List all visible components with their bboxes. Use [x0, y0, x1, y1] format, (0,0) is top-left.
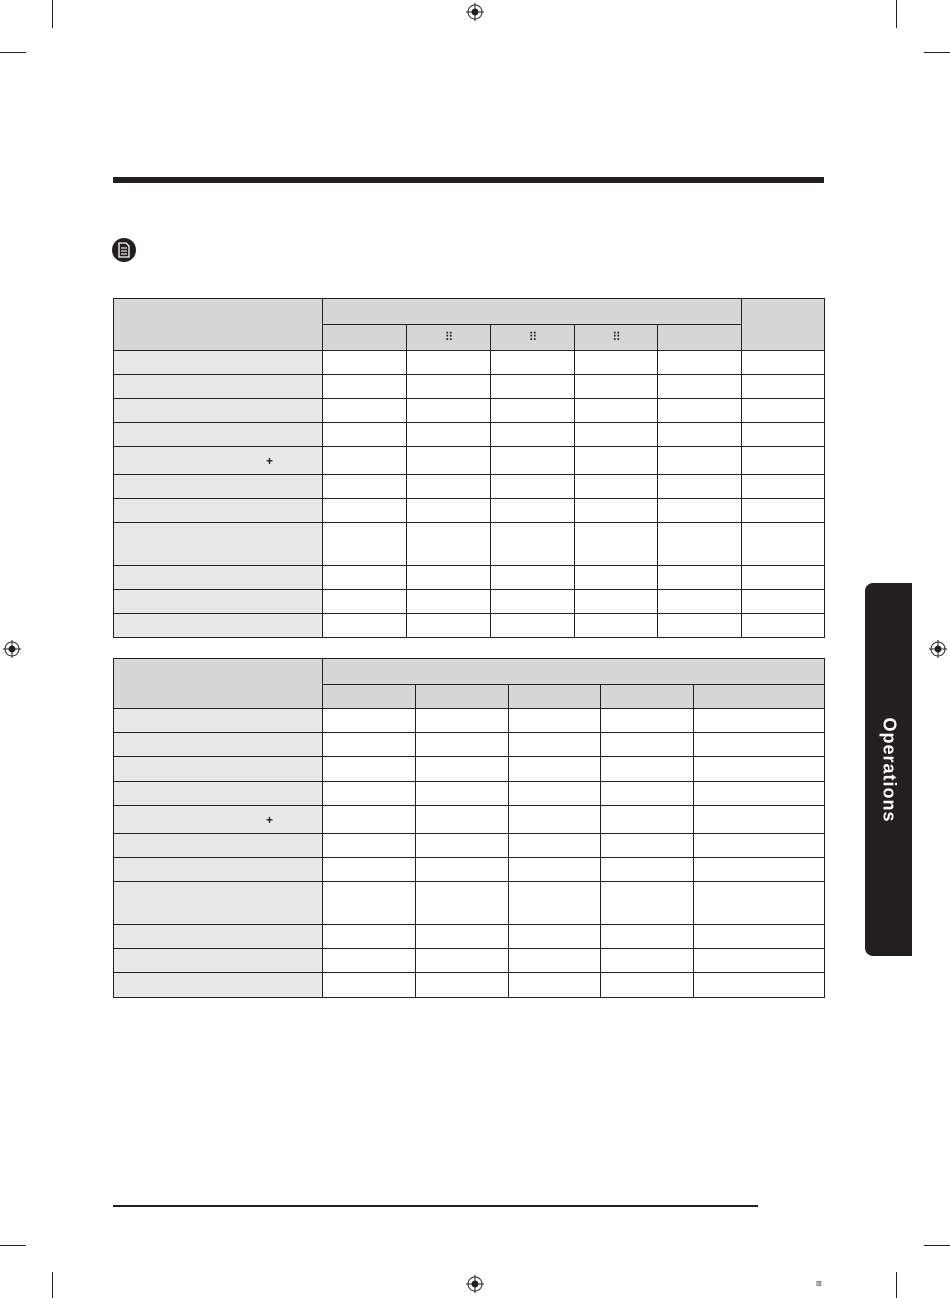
table-row — [114, 834, 825, 858]
table-cell — [323, 566, 407, 590]
table-cell — [601, 806, 694, 834]
table-cell — [491, 566, 575, 590]
table-cell — [742, 375, 825, 399]
table-cell — [416, 973, 509, 998]
table-row — [114, 499, 825, 523]
table-cell — [601, 709, 694, 733]
table-cell — [509, 925, 601, 949]
table-cell — [407, 399, 491, 423]
row-label-cell — [114, 523, 323, 566]
registration-mark-icon — [3, 640, 21, 658]
table-cell — [491, 475, 575, 499]
table-cell — [509, 882, 601, 925]
table-header-cell — [416, 685, 509, 709]
row-label-cell — [114, 949, 323, 973]
row-label-cell — [114, 806, 323, 834]
table-cell — [742, 475, 825, 499]
table-cell — [323, 973, 416, 998]
table-row — [114, 523, 825, 566]
table-cell — [323, 399, 407, 423]
table-header-cell — [491, 325, 575, 351]
row-label-cell — [114, 375, 323, 399]
table-cell — [323, 733, 416, 757]
table-cell — [575, 475, 658, 499]
dots-icon: ⠿ — [444, 330, 453, 344]
table-cell — [407, 590, 491, 614]
table-row — [114, 614, 825, 638]
table-cell — [407, 375, 491, 399]
table-cell — [509, 782, 601, 806]
table-cell — [491, 523, 575, 566]
table-cell — [601, 834, 694, 858]
table-row — [114, 475, 825, 499]
table-cell — [575, 590, 658, 614]
table-cell — [742, 399, 825, 423]
table-header-cell — [509, 685, 601, 709]
table-cell — [601, 757, 694, 782]
table-cell — [658, 566, 742, 590]
table-row — [114, 709, 825, 733]
table-cell — [658, 447, 742, 475]
table-cell — [658, 423, 742, 447]
table-cell — [742, 523, 825, 566]
table-cell — [509, 834, 601, 858]
table-cell — [509, 973, 601, 998]
table-cell — [491, 590, 575, 614]
table-row — [114, 590, 825, 614]
table-cell — [491, 375, 575, 399]
table-cell — [323, 475, 407, 499]
table-cell — [575, 566, 658, 590]
table-cell — [323, 834, 416, 858]
table-cell — [416, 925, 509, 949]
table-cell — [694, 858, 825, 882]
table-cell — [575, 523, 658, 566]
table-cell — [491, 351, 575, 375]
table-cell — [323, 423, 407, 447]
table-cell — [694, 782, 825, 806]
table-cell — [407, 475, 491, 499]
table-cell — [575, 423, 658, 447]
row-label-cell — [114, 447, 323, 475]
table-row — [114, 399, 825, 423]
table-header-cell — [323, 659, 825, 685]
row-label-cell — [114, 834, 323, 858]
table-cell — [416, 806, 509, 834]
table-cell — [742, 351, 825, 375]
crop-mark — [896, 1272, 897, 1298]
table-cell — [416, 757, 509, 782]
table-cell — [694, 806, 825, 834]
table-header-cell — [323, 325, 407, 351]
table-header-cell — [114, 659, 323, 709]
table-cell — [407, 614, 491, 638]
table-cell — [407, 423, 491, 447]
table-cell — [575, 447, 658, 475]
table-cell — [658, 499, 742, 523]
table-cell — [575, 499, 658, 523]
table-cell — [491, 423, 575, 447]
table-cell — [658, 399, 742, 423]
crop-mark — [52, 0, 53, 28]
row-label-cell — [114, 709, 323, 733]
table-cell — [575, 614, 658, 638]
table-row — [114, 423, 825, 447]
table-cell — [416, 949, 509, 973]
table-cell — [575, 375, 658, 399]
table-cell — [416, 858, 509, 882]
table-cell — [601, 949, 694, 973]
table-row — [114, 757, 825, 782]
table-cell — [694, 733, 825, 757]
row-label-cell — [114, 566, 323, 590]
table-cell — [491, 399, 575, 423]
table-cell — [509, 858, 601, 882]
row-label-cell — [114, 858, 323, 882]
table-cell — [658, 351, 742, 375]
crop-mark — [924, 52, 950, 53]
table-cell — [658, 614, 742, 638]
table-cell — [407, 351, 491, 375]
table-cell — [694, 973, 825, 998]
table-cell — [658, 475, 742, 499]
note-icon — [111, 237, 137, 263]
row-label-cell — [114, 757, 323, 782]
table-header-cell — [323, 685, 416, 709]
row-label-cell — [114, 882, 323, 925]
table-cell — [509, 709, 601, 733]
table-cell — [694, 757, 825, 782]
table-row — [114, 973, 825, 998]
table-cell — [742, 566, 825, 590]
plus-icon: + — [266, 453, 274, 468]
table-cell — [509, 949, 601, 973]
table-row — [114, 351, 825, 375]
table-cell — [694, 925, 825, 949]
table-cell — [601, 925, 694, 949]
table-cell — [601, 733, 694, 757]
crop-mark — [0, 52, 26, 53]
spec-table-1 — [113, 298, 825, 638]
side-tab-label: Operations — [879, 716, 899, 823]
spec-table-2 — [113, 658, 825, 998]
table-cell — [575, 399, 658, 423]
dots-icon: ⠿ — [612, 330, 620, 344]
section-rule — [113, 177, 824, 183]
table-cell — [323, 614, 407, 638]
table-cell — [323, 757, 416, 782]
table-row — [114, 733, 825, 757]
crop-mark — [0, 1245, 26, 1246]
crop-mark — [52, 1272, 53, 1298]
table-cell — [323, 590, 407, 614]
table-cell — [509, 757, 601, 782]
table-cell — [658, 375, 742, 399]
table-cell — [742, 447, 825, 475]
table-cell — [694, 949, 825, 973]
table-cell — [509, 806, 601, 834]
table-cell — [323, 858, 416, 882]
table-row — [114, 566, 825, 590]
row-label-cell — [114, 499, 323, 523]
table-cell — [323, 882, 416, 925]
row-label-cell — [114, 614, 323, 638]
table-cell — [601, 782, 694, 806]
registration-mark-icon — [929, 640, 947, 658]
row-label-cell — [114, 351, 323, 375]
row-label-cell — [114, 475, 323, 499]
table-cell — [416, 834, 509, 858]
table-header-cell — [601, 685, 694, 709]
table-cell — [416, 733, 509, 757]
table-row — [114, 882, 825, 925]
table-header-cell — [323, 299, 742, 325]
table-header-cell — [742, 299, 825, 351]
table-cell — [742, 614, 825, 638]
table-row — [114, 858, 825, 882]
table-cell — [575, 351, 658, 375]
table-cell — [601, 973, 694, 998]
table-row — [114, 447, 825, 475]
table-cell — [742, 499, 825, 523]
table-cell — [742, 423, 825, 447]
table-cell — [416, 709, 509, 733]
table-cell — [601, 882, 694, 925]
table-cell — [323, 523, 407, 566]
table-cell — [323, 709, 416, 733]
row-label-cell — [114, 423, 323, 447]
crop-mark — [924, 1245, 950, 1246]
table-cell — [694, 882, 825, 925]
table-cell — [601, 858, 694, 882]
row-label-cell — [114, 782, 323, 806]
row-label-cell — [114, 590, 323, 614]
table-cell — [407, 523, 491, 566]
table-header-cell — [575, 325, 658, 351]
table-cell — [323, 375, 407, 399]
table-cell — [491, 614, 575, 638]
table-cell — [658, 590, 742, 614]
table-header-cell — [658, 325, 742, 351]
table-cell — [491, 499, 575, 523]
table-cell — [323, 949, 416, 973]
table-row — [114, 806, 825, 834]
row-label-cell — [114, 399, 323, 423]
table-cell — [323, 806, 416, 834]
registration-mark-icon — [466, 1275, 484, 1293]
table-row — [114, 375, 825, 399]
row-label-cell — [114, 925, 323, 949]
table-cell — [323, 499, 407, 523]
table-cell — [658, 523, 742, 566]
table-row — [114, 782, 825, 806]
table-cell — [323, 447, 407, 475]
side-tab — [865, 583, 912, 956]
table-cell — [694, 709, 825, 733]
page-tag: ▥ — [816, 1281, 822, 1287]
row-label-cell — [114, 733, 323, 757]
table-row — [114, 925, 825, 949]
crop-mark — [896, 0, 897, 28]
row-label-cell — [114, 973, 323, 998]
table-cell — [407, 566, 491, 590]
table-cell — [407, 499, 491, 523]
plus-icon: + — [266, 812, 274, 827]
table-cell — [491, 447, 575, 475]
table-header-cell — [694, 685, 825, 709]
registration-mark-icon — [466, 3, 484, 21]
footer-rule — [113, 1205, 758, 1207]
table-cell — [416, 782, 509, 806]
table-cell — [323, 351, 407, 375]
table-cell — [694, 834, 825, 858]
table-row — [114, 949, 825, 973]
dots-icon: ⠿ — [528, 330, 537, 344]
table-cell — [509, 733, 601, 757]
table-cell — [323, 782, 416, 806]
table-cell — [742, 590, 825, 614]
table-header-cell — [407, 325, 491, 351]
table-cell — [407, 447, 491, 475]
table-cell — [323, 925, 416, 949]
table-cell — [416, 882, 509, 925]
table-header-cell — [114, 299, 323, 351]
